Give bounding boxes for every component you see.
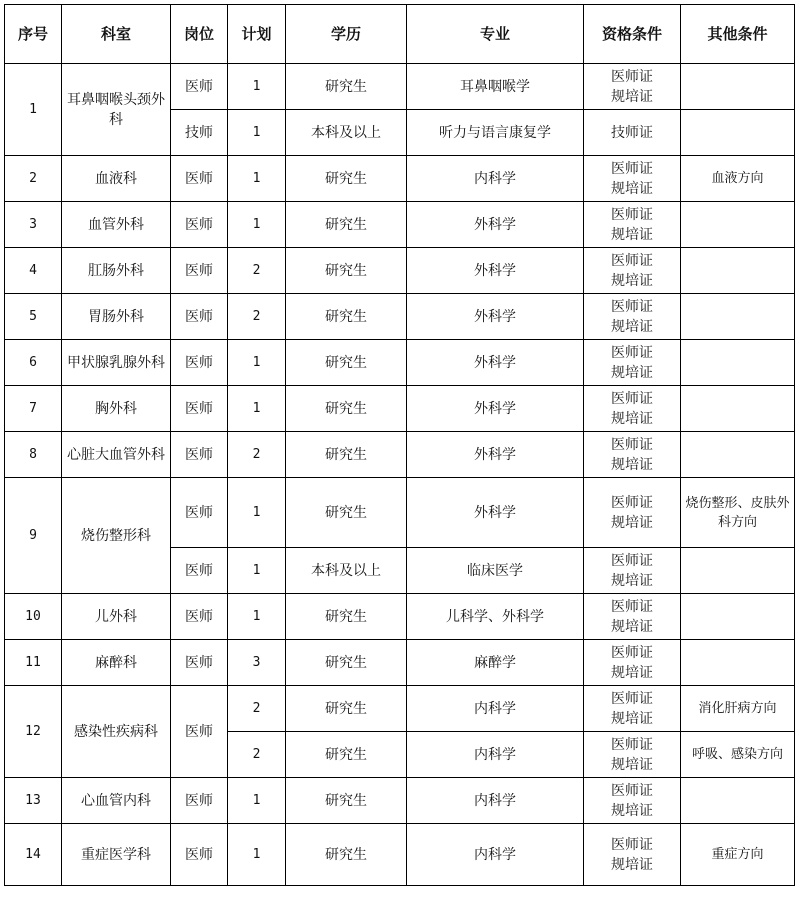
table-row (5, 686, 795, 732)
cell-major: 外科学 (407, 386, 584, 432)
cell-dept: 肛肠外科 (62, 248, 171, 294)
cell-position: 医师 (171, 594, 228, 640)
table-row (5, 824, 795, 886)
cell-other: 重症方向 (681, 824, 795, 886)
cell-other (681, 202, 795, 248)
cell-plan: 2 (228, 686, 286, 732)
header-major: 专业 (407, 5, 584, 64)
header-dept: 科室 (62, 5, 171, 64)
cell-dept: 心脏大血管外科 (62, 432, 171, 478)
cell-other: 消化肝病方向 (681, 686, 795, 732)
cell-major: 耳鼻咽喉学 (407, 64, 584, 110)
cell-plan: 1 (228, 64, 286, 110)
cell-no: 12 (5, 686, 62, 778)
table-row (5, 64, 795, 110)
cell-no: 10 (5, 594, 62, 640)
cell-qualification: 医师证 规培证 (584, 686, 681, 732)
cell-position: 医师 (171, 386, 228, 432)
cell-no: 8 (5, 432, 62, 478)
cell-dept: 心血管内科 (62, 778, 171, 824)
cell-dept: 儿外科 (62, 594, 171, 640)
cell-other (681, 340, 795, 386)
cell-education: 研究生 (286, 686, 407, 732)
cell-education: 本科及以上 (286, 110, 407, 156)
cell-other (681, 432, 795, 478)
header-plan: 计划 (228, 5, 286, 64)
cell-plan: 2 (228, 248, 286, 294)
cell-dept: 血管外科 (62, 202, 171, 248)
cell-other (681, 640, 795, 686)
cell-major: 内科学 (407, 156, 584, 202)
header-row (5, 5, 795, 64)
table-body (5, 64, 795, 886)
cell-position: 医师 (171, 478, 228, 548)
cell-no: 5 (5, 294, 62, 340)
table-row (5, 432, 795, 478)
cell-major: 外科学 (407, 202, 584, 248)
cell-major: 外科学 (407, 340, 584, 386)
header-position: 岗位 (171, 5, 228, 64)
cell-education: 研究生 (286, 478, 407, 548)
cell-qualification: 医师证 规培证 (584, 248, 681, 294)
table-row (5, 294, 795, 340)
cell-plan: 3 (228, 640, 286, 686)
header-other: 其他条件 (681, 5, 795, 64)
cell-education: 研究生 (286, 156, 407, 202)
cell-position: 医师 (171, 548, 228, 594)
cell-qualification: 医师证 规培证 (584, 294, 681, 340)
cell-qualification: 医师证 规培证 (584, 732, 681, 778)
header-qualification: 资格条件 (584, 5, 681, 64)
cell-other (681, 110, 795, 156)
cell-plan: 1 (228, 824, 286, 886)
cell-other (681, 594, 795, 640)
cell-position: 医师 (171, 778, 228, 824)
header-no: 序号 (5, 5, 62, 64)
cell-other (681, 294, 795, 340)
cell-no: 14 (5, 824, 62, 886)
cell-qualification: 医师证 规培证 (584, 432, 681, 478)
table-row (5, 248, 795, 294)
cell-education: 研究生 (286, 824, 407, 886)
cell-dept: 甲状腺乳腺外科 (62, 340, 171, 386)
cell-dept: 感染性疾病科 (62, 686, 171, 778)
cell-major: 临床医学 (407, 548, 584, 594)
cell-qualification: 医师证 规培证 (584, 548, 681, 594)
cell-position: 医师 (171, 202, 228, 248)
cell-plan: 2 (228, 432, 286, 478)
cell-education: 研究生 (286, 64, 407, 110)
cell-plan: 1 (228, 594, 286, 640)
cell-major: 外科学 (407, 432, 584, 478)
cell-dept: 胸外科 (62, 386, 171, 432)
cell-dept: 烧伤整形科 (62, 478, 171, 594)
cell-plan: 1 (228, 340, 286, 386)
cell-position: 医师 (171, 686, 228, 778)
cell-major: 儿科学、外科学 (407, 594, 584, 640)
cell-other: 烧伤整形、皮肤外科方向 (681, 478, 795, 548)
cell-major: 外科学 (407, 478, 584, 548)
cell-dept: 麻醉科 (62, 640, 171, 686)
cell-qualification: 医师证 规培证 (584, 778, 681, 824)
cell-major: 外科学 (407, 294, 584, 340)
cell-qualification: 医师证 规培证 (584, 640, 681, 686)
cell-qualification: 医师证 规培证 (584, 156, 681, 202)
cell-education: 研究生 (286, 386, 407, 432)
cell-other (681, 778, 795, 824)
cell-major: 外科学 (407, 248, 584, 294)
cell-other: 呼吸、感染方向 (681, 732, 795, 778)
table-row (5, 778, 795, 824)
cell-position: 医师 (171, 640, 228, 686)
cell-education: 研究生 (286, 594, 407, 640)
cell-major: 内科学 (407, 686, 584, 732)
cell-dept: 耳鼻咽喉头颈外科 (62, 64, 171, 156)
cell-position: 医师 (171, 340, 228, 386)
cell-no: 1 (5, 64, 62, 156)
cell-dept: 重症医学科 (62, 824, 171, 886)
cell-qualification: 医师证 规培证 (584, 386, 681, 432)
table-row (5, 386, 795, 432)
cell-qualification: 医师证 规培证 (584, 202, 681, 248)
cell-other (681, 248, 795, 294)
cell-major: 麻醉学 (407, 640, 584, 686)
cell-other (681, 64, 795, 110)
cell-plan: 1 (228, 156, 286, 202)
cell-qualification: 医师证 规培证 (584, 478, 681, 548)
cell-no: 3 (5, 202, 62, 248)
cell-dept: 血液科 (62, 156, 171, 202)
cell-position: 医师 (171, 824, 228, 886)
cell-education: 研究生 (286, 778, 407, 824)
cell-position: 医师 (171, 432, 228, 478)
cell-no: 4 (5, 248, 62, 294)
table-row (5, 202, 795, 248)
cell-position: 医师 (171, 64, 228, 110)
cell-qualification: 医师证 规培证 (584, 340, 681, 386)
cell-qualification: 医师证 规培证 (584, 594, 681, 640)
cell-education: 研究生 (286, 248, 407, 294)
recruitment-table (4, 4, 795, 886)
cell-major: 内科学 (407, 732, 584, 778)
cell-no: 7 (5, 386, 62, 432)
cell-no: 9 (5, 478, 62, 594)
cell-no: 13 (5, 778, 62, 824)
cell-qualification: 医师证 规培证 (584, 824, 681, 886)
cell-plan: 1 (228, 548, 286, 594)
table-row (5, 594, 795, 640)
cell-no: 2 (5, 156, 62, 202)
cell-other: 血液方向 (681, 156, 795, 202)
cell-plan: 1 (228, 778, 286, 824)
recruitment-table-wrapper (4, 4, 795, 886)
cell-education: 研究生 (286, 340, 407, 386)
cell-education: 本科及以上 (286, 548, 407, 594)
table-row (5, 478, 795, 548)
cell-other (681, 386, 795, 432)
cell-education: 研究生 (286, 640, 407, 686)
cell-dept: 胃肠外科 (62, 294, 171, 340)
cell-plan: 1 (228, 110, 286, 156)
table-row (5, 340, 795, 386)
cell-position: 技师 (171, 110, 228, 156)
table-row (5, 156, 795, 202)
cell-major: 内科学 (407, 778, 584, 824)
cell-qualification: 技师证 (584, 110, 681, 156)
cell-education: 研究生 (286, 432, 407, 478)
table-row (5, 640, 795, 686)
cell-education: 研究生 (286, 202, 407, 248)
cell-major: 内科学 (407, 824, 584, 886)
cell-position: 医师 (171, 156, 228, 202)
cell-plan: 1 (228, 386, 286, 432)
cell-plan: 1 (228, 202, 286, 248)
cell-position: 医师 (171, 248, 228, 294)
cell-plan: 2 (228, 732, 286, 778)
cell-other (681, 548, 795, 594)
cell-education: 研究生 (286, 294, 407, 340)
cell-plan: 1 (228, 478, 286, 548)
cell-position: 医师 (171, 294, 228, 340)
cell-no: 11 (5, 640, 62, 686)
cell-plan: 2 (228, 294, 286, 340)
cell-education: 研究生 (286, 732, 407, 778)
cell-qualification: 医师证 规培证 (584, 64, 681, 110)
cell-major: 听力与语言康复学 (407, 110, 584, 156)
cell-no: 6 (5, 340, 62, 386)
header-education: 学历 (286, 5, 407, 64)
